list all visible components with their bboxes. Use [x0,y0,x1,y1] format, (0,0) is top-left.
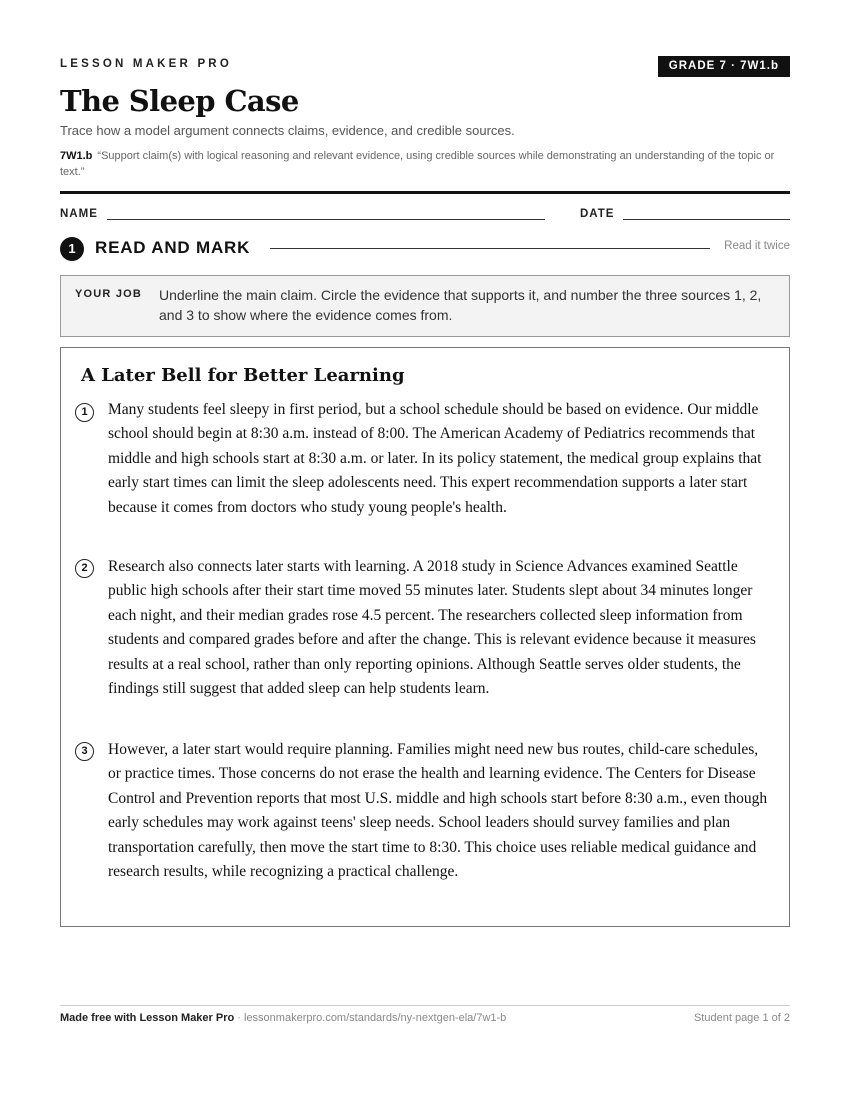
standard-code: 7W1.b [60,150,93,162]
section-heading [60,236,790,260]
page-subtitle: Trace how a model argument connects claims, evidence, and credible sources. [60,123,515,138]
passage-paragraph: Research also connects later starts with learning. A 2018 study in Science Advances examined Seattle public high schools after their start time moved 55 minutes later. Students slept about 34 minutes longer each night, and their median grades rose 4.5 percent. The researchers collected sleep information from students and compared grades before and after the change. This is relevant evidence because it measures results at a real school, rather than only reporting opinions. Although Seattle serves older students, the findings still suggest that added sleep can help students learn. [108,558,756,698]
name-field[interactable] [107,219,545,220]
paragraph-number: 2 [75,559,94,578]
brand-name: LESSON MAKER PRO [60,58,232,70]
instructions-label: YOUR JOB [75,288,143,300]
paragraph-number: 3 [75,742,94,761]
instructions-text: Underline the main claim. Circle the evidence that supports it, and number the three sources 1, 2, and 3 to show where the evidence comes from. [159,287,762,323]
footer-url[interactable]: lessonmakerpro.com/standards/ny-nextgen-ela/7w1-b [244,1012,507,1024]
section-number: 1 [60,237,84,261]
instructions-box [60,275,790,337]
paragraph-number: 1 [75,403,94,422]
page-indicator: Student page 1 of 2 [693,1012,790,1024]
standard-statement [60,148,790,180]
name-label: NAME [60,208,98,220]
grade-badge: GRADE 7 · 7W1.b [658,56,790,77]
footer-divider [60,1005,790,1006]
footer-credit: Made free with Lesson Maker Pro [60,1012,235,1024]
top-bar [60,56,790,78]
date-field[interactable] [623,219,790,220]
section-note: Read it twice [724,240,790,252]
page-title: The Sleep Case [60,84,299,118]
name-date-row [60,208,790,222]
date-label: DATE [580,208,615,220]
footer-separator: · [234,1012,244,1024]
section-rule [270,248,710,249]
header-divider [60,191,790,194]
passage-title: A Later Bell for Better Learning [81,365,405,386]
reading-passage [60,347,790,927]
standard-text: “Support claim(s) with logical reasoning and relevant evidence, using credible sources while demonstrating an understanding of the topic or text.” [60,150,775,178]
footer [60,1012,790,1024]
passage-paragraph: However, a later start would require planning. Families might need new bus routes, child-care schedules, or practice times. Those concerns do not erase the health and learning evidence. The Centers for Disease Control and Prevention reports that most U.S. middle and high schools start before 8:30 a.m., even though early schedules may work against teens' sleep needs. School leaders should survey families and plan transportation carefully, then move the start time to 8:30. This choice uses reliable medical guidance and research results, while recognizing a practical challenge. [108,741,768,881]
section-title: READ AND MARK [95,238,251,257]
passage-paragraph: Many students feel sleepy in first period, but a school schedule should be based on evidence. Our middle school should begin at 8:30 a.m. instead of 8:00. The American Academy of Pediatrics recommends that middle and high schools start at 8:30 a.m. or later. In its policy statement, the medical group explains that early start times can limit the sleep adolescents need. This expert recommendation supports a later start because it comes from doctors who study young people's health. [108,401,762,516]
